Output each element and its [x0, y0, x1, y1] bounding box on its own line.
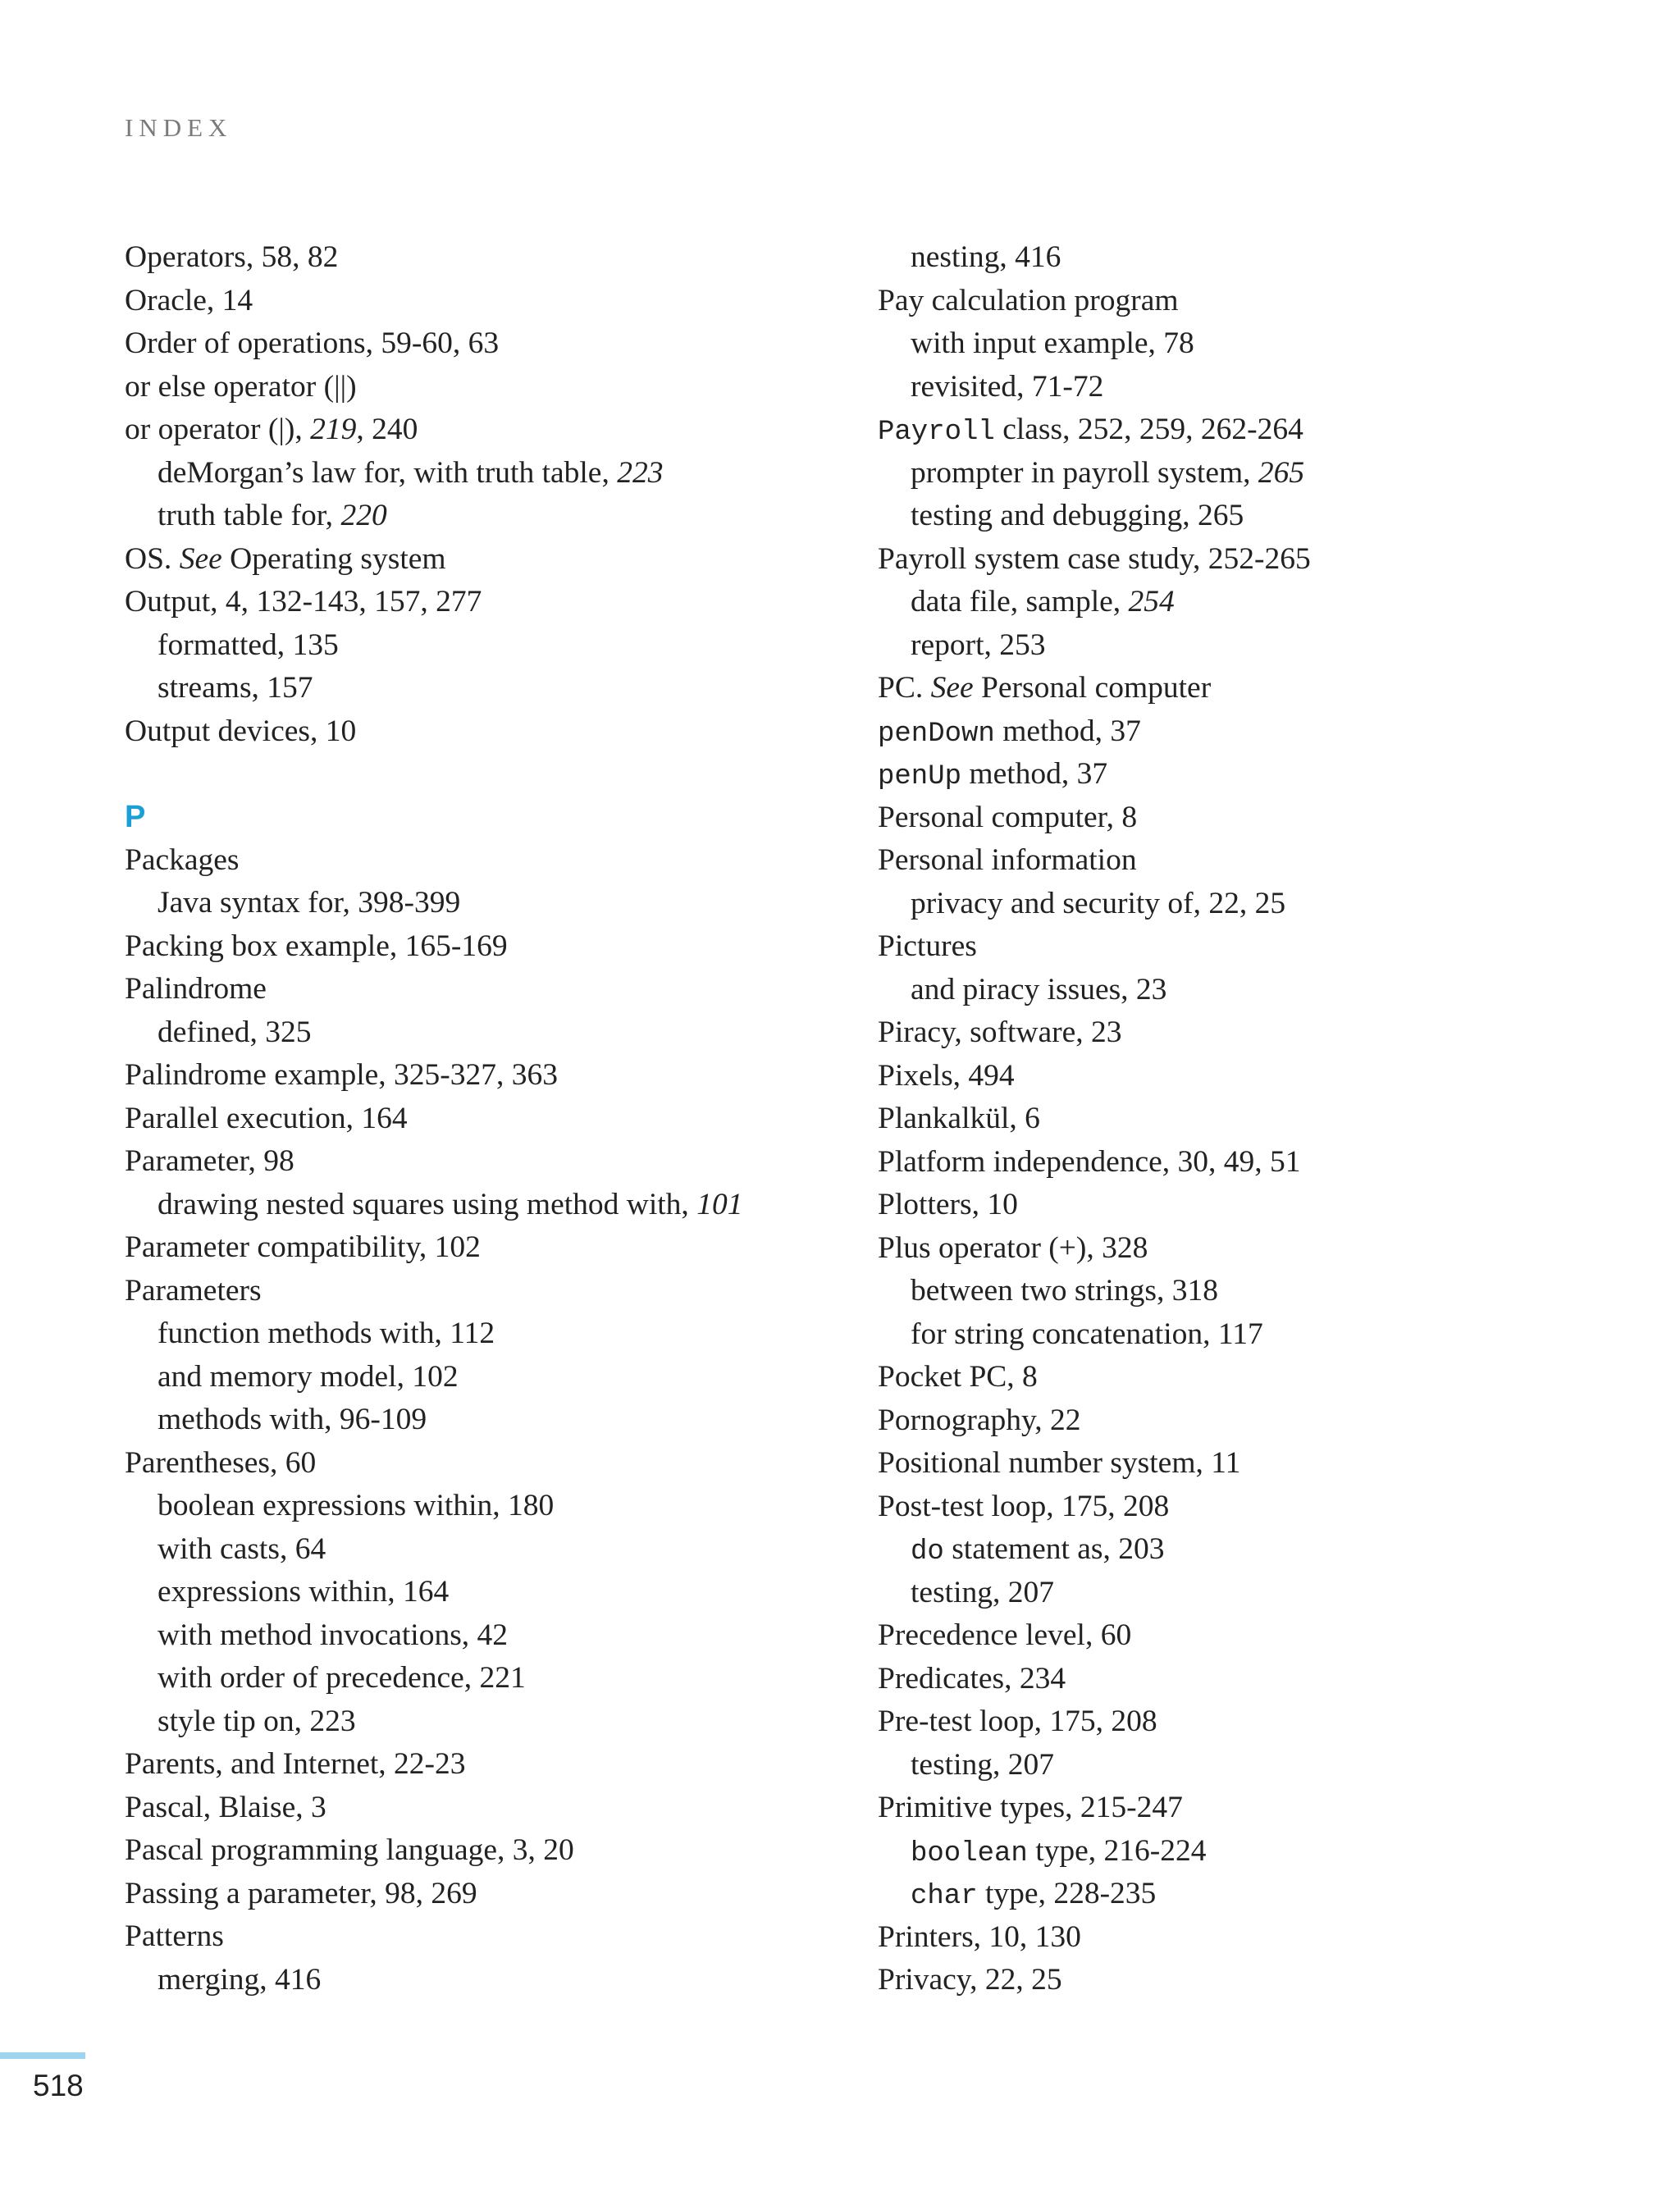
- entry-text: method, 37: [961, 757, 1108, 791]
- index-subentry: [125, 1657, 847, 1700]
- entry-text: Personal information: [878, 843, 1137, 877]
- entry-text: prompter in payroll system,: [911, 455, 1258, 490]
- index-subentry: [878, 1528, 1616, 1572]
- index-subentry: [125, 1614, 847, 1658]
- index-subentry: [878, 236, 1616, 280]
- entry-text: statement as, 203: [943, 1532, 1165, 1566]
- index-entry: [878, 1486, 1616, 1529]
- index-column-left: [125, 236, 847, 2001]
- entry-text: Operators, 58, 82: [125, 240, 339, 274]
- entry-text: Precedence level, 60: [878, 1618, 1132, 1652]
- index-entry: [878, 1916, 1616, 1960]
- entry-text: Parameter compatibility, 102: [125, 1230, 481, 1264]
- index-entry: [125, 408, 847, 452]
- entry-text: with input example, 78: [911, 326, 1194, 360]
- index-subentry: [878, 969, 1616, 1012]
- index-entry: [125, 710, 847, 754]
- entry-text: privacy and security of, 22, 25: [911, 886, 1286, 920]
- index-entry: [878, 796, 1616, 840]
- index-entry: [878, 667, 1616, 710]
- entry-text: Post-test loop, 175, 208: [878, 1489, 1170, 1523]
- index-subentry: [125, 624, 847, 668]
- index-subentry: [878, 366, 1616, 409]
- index-subentry: [125, 667, 847, 710]
- entry-text: method, 37: [994, 714, 1141, 748]
- index-entry: [878, 925, 1616, 969]
- index-subentry: [878, 1873, 1616, 1916]
- index-subentry: [878, 883, 1616, 926]
- entry-text: style tip on, 223: [158, 1704, 356, 1738]
- italic-term: 219: [310, 413, 357, 446]
- entry-text: or else operator (||): [125, 369, 357, 404]
- entry-text: truth table for,: [158, 499, 341, 532]
- entry-text: between two strings, 318: [911, 1274, 1218, 1308]
- entry-text: or operator (|),: [125, 413, 311, 446]
- index-subentry: [125, 1312, 847, 1356]
- index-entry: [878, 1787, 1616, 1830]
- index-subentry: [125, 1959, 847, 2002]
- index-entry: [125, 581, 847, 624]
- entry-text: Piracy, software, 23: [878, 1016, 1122, 1049]
- index-entry: [878, 1055, 1616, 1098]
- entry-text: Parents, and Internet, 22-23: [125, 1747, 466, 1781]
- index-subentry: [878, 495, 1616, 538]
- index-entry: [878, 538, 1616, 582]
- index-entry: [125, 1226, 847, 1270]
- index-entry: [878, 1227, 1616, 1271]
- index-subentry: [125, 1700, 847, 1744]
- index-entry: [125, 1098, 847, 1141]
- italic-term: 254: [1128, 585, 1175, 618]
- index-entry: [125, 1787, 847, 1830]
- index-entry: [125, 322, 847, 366]
- index-subentry: [125, 1485, 847, 1528]
- index-subentry: [878, 1830, 1616, 1874]
- index-subentry: [878, 322, 1616, 366]
- index-subentry: [878, 581, 1616, 624]
- index-subentry: [125, 882, 847, 925]
- entry-text: Pixels, 494: [878, 1058, 1015, 1093]
- italic-term: See: [179, 541, 222, 576]
- entry-text: Patterns: [125, 1919, 224, 1953]
- entry-text: with casts, 64: [158, 1531, 326, 1566]
- entry-text: for string concatenation, 117: [911, 1317, 1263, 1351]
- italic-term: 265: [1258, 455, 1305, 490]
- entry-text: boolean expressions within, 180: [158, 1489, 555, 1522]
- index-entry: [125, 1140, 847, 1184]
- index-entry: [125, 1442, 847, 1486]
- italic-term: 101: [696, 1187, 743, 1221]
- entry-text: Palindrome: [125, 972, 267, 1006]
- entry-text: Pay calculation program: [878, 283, 1179, 317]
- entry-text: with order of precedence, 221: [158, 1661, 526, 1695]
- index-subentry: [125, 1356, 847, 1399]
- entry-text: Positional number system, 11: [878, 1446, 1241, 1480]
- index-entry: [878, 839, 1616, 883]
- entry-text: nesting, 416: [911, 240, 1061, 274]
- index-entry: [125, 1743, 847, 1787]
- entry-text: Payroll system case study, 252-265: [878, 541, 1311, 576]
- entry-text: Output, 4, 132-143, 157, 277: [125, 585, 482, 618]
- index-entry: [878, 1700, 1616, 1744]
- entry-text: drawing nested squares using method with,: [158, 1187, 697, 1221]
- entry-text: defined, 325: [158, 1015, 312, 1049]
- page-number: 518: [33, 2069, 84, 2102]
- index-entry: [878, 280, 1616, 323]
- index-subentry: [878, 1270, 1616, 1313]
- index-subentry: [125, 1011, 847, 1055]
- entry-text: testing, 207: [911, 1575, 1054, 1609]
- entry-text: class, 252, 259, 262-264: [994, 413, 1303, 446]
- index-entry: [878, 1442, 1616, 1486]
- index-entry: [878, 1614, 1616, 1658]
- entry-text: and piracy issues, 23: [911, 972, 1167, 1006]
- italic-term: See: [930, 671, 974, 705]
- entry-text: Primitive types, 215-247: [878, 1791, 1183, 1824]
- entry-text: Personal computer: [973, 671, 1212, 705]
- entry-text: function methods with, 112: [158, 1317, 495, 1350]
- entry-text: Predicates, 234: [878, 1661, 1066, 1696]
- entry-text: Pascal, Blaise, 3: [125, 1790, 326, 1824]
- entry-text: methods with, 96-109: [158, 1403, 427, 1436]
- entry-text: report, 253: [911, 628, 1046, 662]
- entry-text: with method invocations, 42: [158, 1618, 509, 1652]
- entry-text: Operating system: [221, 541, 446, 576]
- entry-text: Output devices, 10: [125, 714, 357, 748]
- index-entry: [878, 1356, 1616, 1399]
- index-entry: [878, 1959, 1616, 2002]
- index-subentry: [125, 1571, 847, 1614]
- entry-text: OS.: [125, 541, 180, 576]
- code-term: penDown: [878, 718, 995, 750]
- index-column-right: [878, 236, 1616, 2002]
- entry-text: , 240: [356, 413, 418, 446]
- index-entry: [878, 1011, 1616, 1055]
- entry-text: expressions within, 164: [158, 1575, 450, 1609]
- entry-text: deMorgan’s law for, with truth table,: [158, 455, 618, 490]
- entry-text: Pornography, 22: [878, 1403, 1081, 1437]
- index-subentry: [125, 452, 847, 495]
- entry-text: Plotters, 10: [878, 1188, 1018, 1221]
- index-entry: [125, 1270, 847, 1313]
- index-subentry: [125, 1184, 847, 1227]
- entry-text: and memory model, 102: [158, 1359, 459, 1394]
- entry-text: Java syntax for, 398-399: [158, 886, 461, 920]
- code-term: Payroll: [878, 417, 995, 448]
- entry-text: P: [125, 800, 146, 834]
- entry-text: Parameters: [125, 1273, 262, 1308]
- index-entry: [125, 236, 847, 280]
- entry-text: Pictures: [878, 929, 977, 963]
- index-entry: [125, 1829, 847, 1873]
- entry-text: Passing a parameter, 98, 269: [125, 1876, 477, 1910]
- entry-text: Palindrome example, 325-327, 363: [125, 1058, 559, 1092]
- index-entry: [878, 1141, 1616, 1184]
- index-subentry: [878, 624, 1616, 668]
- entry-text: type, 216-224: [1027, 1833, 1207, 1868]
- index-subentry: [878, 1313, 1616, 1357]
- entry-text: Pocket PC, 8: [878, 1360, 1038, 1394]
- entry-text: formatted, 135: [158, 628, 339, 662]
- entry-text: type, 228-235: [977, 1877, 1157, 1910]
- entry-text: Packages: [125, 842, 240, 877]
- entry-text: merging, 416: [158, 1962, 322, 1997]
- entry-text: Pre-test loop, 175, 208: [878, 1705, 1157, 1738]
- entry-text: Parentheses, 60: [125, 1445, 317, 1480]
- entry-text: Plus operator (+), 328: [878, 1230, 1148, 1265]
- code-term: penUp: [878, 761, 962, 792]
- entry-text: Order of operations, 59-60, 63: [125, 326, 500, 360]
- index-entry: [878, 753, 1616, 796]
- index-entry: [878, 1658, 1616, 1701]
- entry-text: Parameter, 98: [125, 1144, 294, 1178]
- entry-text: Plankalkül, 6: [878, 1102, 1040, 1135]
- index-entry: [125, 280, 847, 323]
- index-subentry: [125, 1528, 847, 1572]
- index-subentry: [878, 452, 1616, 495]
- entry-text: Platform independence, 30, 49, 51: [878, 1144, 1301, 1179]
- index-letter-heading: [125, 796, 847, 839]
- code-term: do: [911, 1536, 944, 1568]
- index-entry: [125, 1915, 847, 1959]
- index-entry: [125, 968, 847, 1011]
- index-entry: [125, 366, 847, 409]
- index-entry: [878, 1399, 1616, 1443]
- entry-text: Oracle, 14: [125, 283, 253, 317]
- index-entry: [125, 925, 847, 969]
- entry-text: testing and debugging, 265: [911, 499, 1244, 532]
- entry-text: data file, sample,: [911, 585, 1129, 618]
- index-entry: [878, 1098, 1616, 1141]
- index-subentry: [878, 1744, 1616, 1787]
- index-subentry: [125, 495, 847, 538]
- entry-text: testing, 207: [911, 1747, 1054, 1782]
- index-entry: [125, 538, 847, 582]
- entry-text: Packing box example, 165-169: [125, 929, 508, 963]
- entry-text: PC.: [878, 671, 931, 705]
- entry-text: Printers, 10, 130: [878, 1919, 1081, 1954]
- running-head: INDEX: [125, 113, 233, 142]
- entry-text: Pascal programming language, 3, 20: [125, 1833, 574, 1867]
- folio-rule: [0, 2052, 85, 2059]
- italic-term: 220: [340, 499, 387, 532]
- index-entry: [878, 710, 1616, 754]
- index-entry: [878, 408, 1616, 452]
- entry-text: Privacy, 22, 25: [878, 1963, 1062, 1997]
- italic-term: 223: [617, 455, 664, 490]
- entry-text: revisited, 71-72: [911, 369, 1104, 404]
- entry-text: Parallel execution, 164: [125, 1101, 408, 1135]
- code-term: boolean: [911, 1837, 1028, 1869]
- index-entry: [125, 1873, 847, 1916]
- index-subentry: [125, 1399, 847, 1442]
- code-term: char: [911, 1881, 978, 1912]
- entry-text: Personal computer, 8: [878, 800, 1138, 834]
- index-entry: [125, 1054, 847, 1098]
- index-subentry: [878, 1572, 1616, 1615]
- index-entry: [878, 1184, 1616, 1227]
- index-entry: [125, 839, 847, 883]
- entry-text: streams, 157: [158, 671, 313, 705]
